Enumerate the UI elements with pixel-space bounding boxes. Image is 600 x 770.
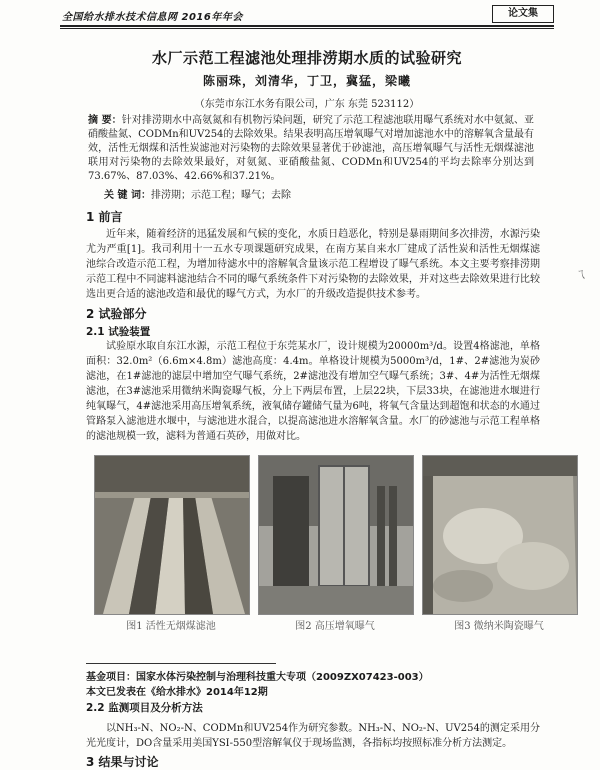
figure-1-photo xyxy=(94,455,250,615)
header-rule xyxy=(60,25,554,27)
funding-note: 基金项目：国家水体污染控制与治理科技重大专项（2009ZX07423-003） xyxy=(86,672,429,683)
keywords-label: 关 键 词： xyxy=(104,190,151,201)
section-2-1-heading: 2.1 试验装置 xyxy=(86,326,151,338)
section-1 xyxy=(86,208,540,302)
filter-basin-illustration xyxy=(95,456,249,614)
figure-row xyxy=(94,455,576,632)
figure-3-caption: 图3 微纳米陶瓷曝气 xyxy=(454,621,544,632)
journal-header: 全国给水排水技术信息网 2016年年会 xyxy=(62,12,243,23)
keywords-text: 排涝期；示范工程；曝气；去除 xyxy=(150,190,291,201)
abstract xyxy=(88,114,534,184)
section-2-2 xyxy=(86,700,540,770)
section-tag: 论文集 xyxy=(492,5,554,23)
figure-3-photo xyxy=(422,455,578,615)
publication-note: 本文已发表在《给水排水》2014年12期 xyxy=(86,687,268,698)
abstract-text: 针对排涝期水中高氨氮和有机物污染问题，研究了示范工程滤池联用曝气系统对水中氨氮、亚硝酸盐氮、CODMn和UV254的去除效果。结果表明高压增氧曝气对增加滤池水中的溶解氧含量最有效，活性无烟煤和活性炭滤池对污染物的去除效果显著优于砂滤池，高压增氧曝气与活性无烟煤滤池联用对污染物的去除效果最好，对氨氮、亚硝酸盐氮、CODMn和UV254的平均去除率分别达到73.67%、87.03%、42.66%和37.21%。 xyxy=(88,115,535,182)
section-3-heading: 3 结果与讨论 xyxy=(86,755,159,769)
authors: 陈丽珠，刘清华，丁卫，冀猛，梁曦 xyxy=(202,74,411,88)
ceramic-aeration-illustration xyxy=(423,456,577,614)
section-1-heading: 1 前言 xyxy=(86,210,123,224)
header-rule-thin xyxy=(60,28,554,29)
section-2-2-heading: 2.2 监测项目及分析方法 xyxy=(86,702,203,714)
figure-2-caption: 图2 高压增氧曝气 xyxy=(295,621,375,632)
footnote xyxy=(86,670,540,700)
section-2-2-text: 以NH₃-N、NO₂-N、CODMn和UV254作为研究参数。NH₃-N、NO₂-N、UV254的测定采用分光光度计，DO含量采用美国YSI-550型溶解氧仪于现场监测，各指标均按照标准分析方法测定。 xyxy=(86,723,540,749)
abstract-label: 摘 要： xyxy=(88,115,122,126)
section-1-text: 近年来，随着经济的迅猛发展和气候的变化，水质日趋恶化，特别是暴雨期间多次排涝，水源污染尤为严重[1]。我司利用十一五水专项课题研究成果，在南方某自来水厂建成了活性炭和活性无烟煤滤池综合改造示范工程，为增加待滤水中的溶解氧含量该示范工程增设了曝气系统。本文主要考察排涝期示范工程中不同滤料滤池结合不同的曝气系统条件下对污染物的去除效果，并对这些去除效果进行比较选出更合适的滤池改造和最优的曝气方式，为水厂的升级改造提供技术参考。 xyxy=(86,229,540,300)
binder-mark: ㄟ xyxy=(575,267,588,281)
section-2-heading: 2 试验部分 xyxy=(86,307,147,321)
section-2-1-text: 试验原水取自东江水源，示范工程位于东莞某水厂，设计规模为20000m³/d。设置4格滤池，单格面积：32.0m²（6.6m×4.8m）滤池高度：4.4m。单格设计规模为5000m³/d，1#、2#滤池为炭砂滤池，在1#滤池的滤层中增加空气曝气系统，2#滤池没有增加空气曝气系统；3#、4#为活性无烟煤滤池，在3#滤池采用微纳米陶瓷曝气板，分上下两层布置，上层22块，下层33块，在滤池进水堰进行纯氧曝气，4#滤池采用高压增氧系统，液氧储存罐储气量为6吨，将氧气含量达到超饱和状态的水通过管路泵入滤池进水堰中，与滤池进水混合，以提高滤池进水溶解氧含量。水厂的砂滤池与示范工程单格的滤池规模一致，滤料为普通石英砂，用做对比。 xyxy=(86,341,540,442)
oxygenation-equipment-illustration xyxy=(259,456,413,614)
keywords xyxy=(104,186,534,201)
affiliation: （东莞市东江水务有限公司，广东 东莞 523112） xyxy=(194,99,420,110)
figure-1-caption: 图1 活性无烟煤滤池 xyxy=(126,621,216,632)
footnote-rule xyxy=(86,663,276,664)
section-2 xyxy=(86,305,540,444)
paper-title: 水厂示范工程滤池处理排涝期水质的试验研究 xyxy=(151,49,462,67)
figure-2-photo xyxy=(258,455,414,615)
